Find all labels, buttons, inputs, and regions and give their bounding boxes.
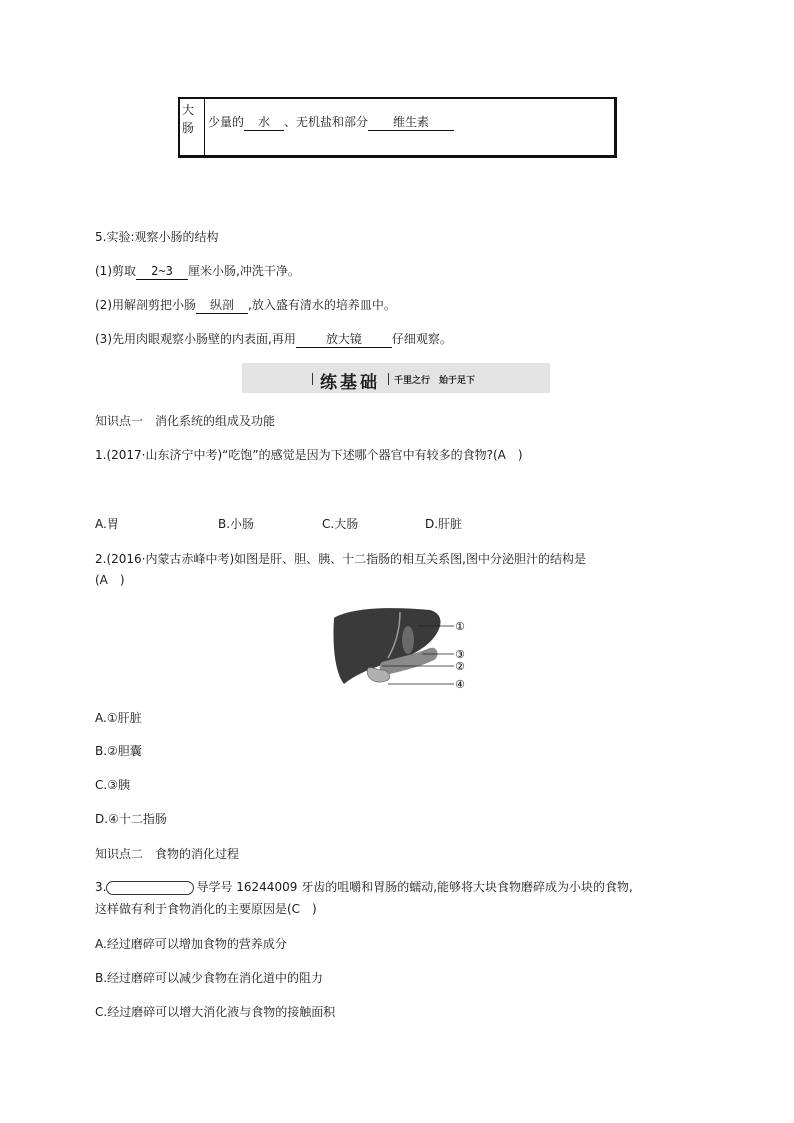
question-stem: 这样做有利于食物消化的主要原因是(C ): [95, 902, 317, 916]
digestion-table-row: [178, 97, 617, 158]
question-stem: [95, 878, 633, 895]
question-stem: 2.(2016·内蒙古赤峰中考)如图是肝、胆、胰、十二指肠的相互关系图,图中分泌胆汁的结构是: [95, 552, 586, 566]
step-text: 仔细观察。: [391, 332, 452, 346]
figure-label: ①: [455, 620, 465, 633]
figure-label: ④: [455, 678, 465, 690]
step-text: 厘米小肠,冲洗干净。: [188, 264, 300, 278]
question-text: 牙齿的咀嚼和胃肠的蠕动,能够将大块食物磨碎成为小块的食物,: [301, 880, 633, 894]
step-text: (1)剪取: [95, 264, 136, 278]
answer-option: C.③胰: [95, 778, 130, 792]
experiment-step: [95, 296, 396, 314]
answer-option: A.经过磨碎可以增加食物的营养成分: [95, 937, 287, 951]
banner-title: 练基础: [320, 373, 380, 393]
blank-fill: 放大镜: [296, 332, 392, 348]
figure-label: ②: [455, 660, 465, 673]
banner-motto: 千里之行 始于足下: [394, 376, 476, 386]
banner-divider: [388, 373, 389, 385]
blank-fill: 维生素: [368, 115, 454, 131]
experiment-step: [95, 262, 300, 280]
blank-fill: 纵剖: [196, 298, 248, 314]
question-stem: (A ): [95, 573, 125, 587]
guide-badge: [106, 881, 194, 895]
answer-option: D.④十二指肠: [95, 812, 167, 826]
figure-label: ③: [455, 648, 465, 661]
step-text: (3)先用肉眼观察小肠壁的内表面,再用: [95, 332, 296, 346]
table-label-char: 肠: [182, 121, 195, 135]
knowledge-point-heading: 知识点一 消化系统的组成及功能: [95, 414, 276, 428]
answer-option: B.小肠: [218, 517, 255, 531]
step-text: (2)用解剖剪把小肠: [95, 298, 196, 312]
step-text: ,放入盛有清水的培养皿中。: [248, 298, 396, 312]
question-number: 3.: [95, 880, 107, 894]
guide-number: 导学号 16244009: [196, 880, 298, 894]
blank-fill: 2~3: [136, 264, 188, 280]
knowledge-point-heading: 知识点二 食物的消化过程: [95, 847, 240, 861]
answer-option: C.经过磨碎可以增大消化液与食物的接触面积: [95, 1005, 336, 1019]
table-text: 少量的: [208, 115, 245, 129]
liver-diagram: [330, 604, 470, 690]
experiment-step: [95, 330, 452, 348]
gallbladder-shape: [402, 626, 414, 654]
answer-option: B.②胆囊: [95, 744, 142, 758]
question-stem: 1.(2017·山东济宁中考)“吃饱”的感觉是因为下述哪个器官中有较多的食物?(A ): [95, 448, 523, 462]
table-text: 、无机盐和部分: [284, 115, 369, 129]
answer-option: D.肝脏: [425, 517, 463, 531]
answer-option: A.胃: [95, 517, 119, 531]
table-label-cell: [180, 99, 205, 155]
answer-option: B.经过磨碎可以减少食物在消化道中的阻力: [95, 971, 324, 985]
answer-option: C.大肠: [322, 517, 359, 531]
table-label-char: 大: [182, 103, 195, 117]
section-banner: [242, 363, 550, 393]
experiment-title: 5.实验:观察小肠的结构: [95, 230, 219, 244]
blank-fill: 水: [244, 115, 284, 131]
banner-divider: [312, 373, 313, 385]
answer-option: A.①肝脏: [95, 711, 142, 725]
table-content: [208, 113, 454, 131]
